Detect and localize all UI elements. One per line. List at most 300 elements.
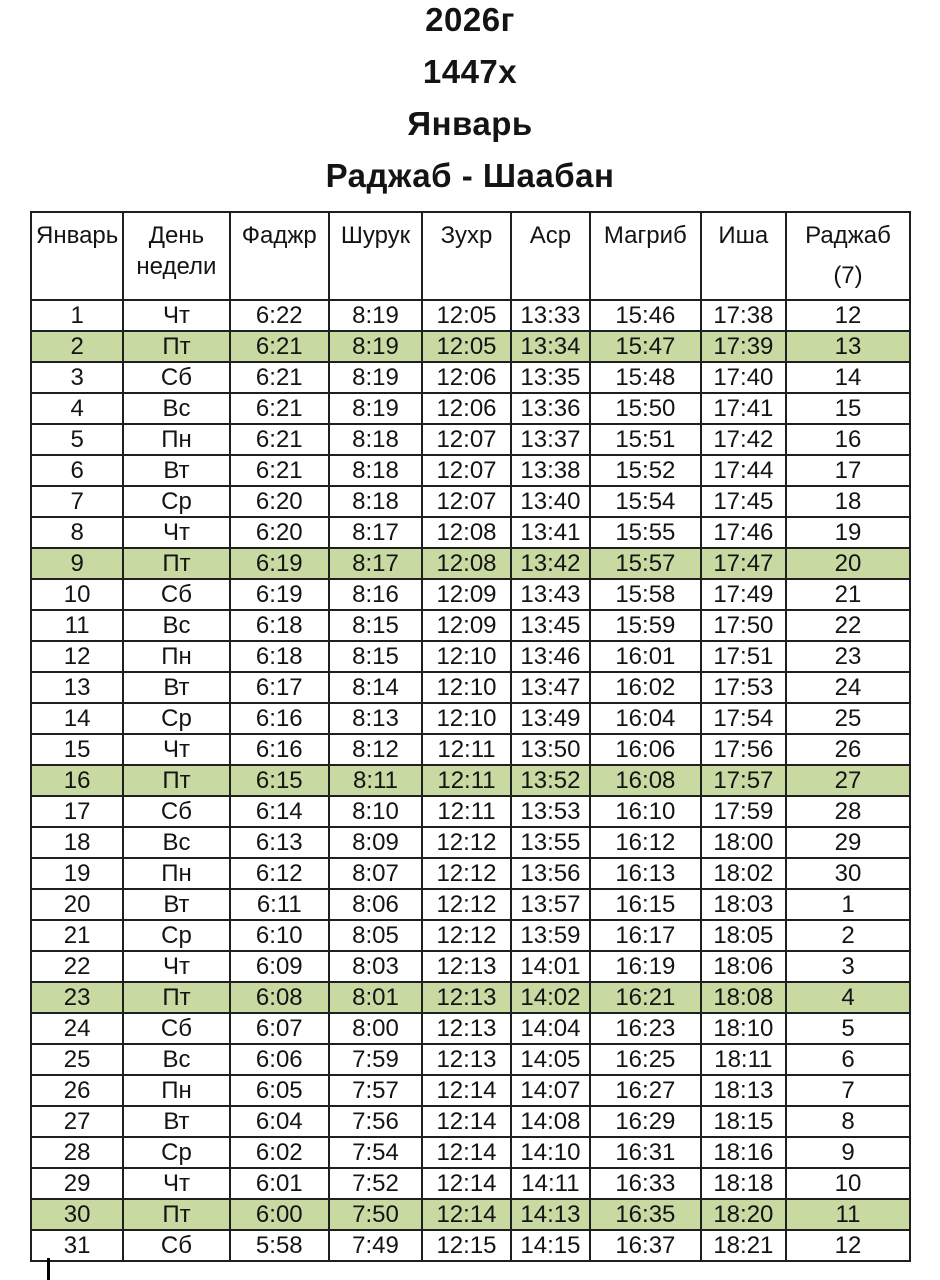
cell-shuruk: 8:17: [329, 548, 422, 579]
column-header-line: Зухр: [440, 222, 493, 249]
cell-rajab: 2: [786, 920, 910, 951]
table-row: [31, 858, 910, 889]
table-row: [31, 1168, 910, 1199]
cell-weekday: Чт: [123, 951, 229, 982]
cell-rajab: 5: [786, 1013, 910, 1044]
cell-isha: 17:38: [701, 300, 786, 331]
cell-zuhr: 12:07: [422, 455, 511, 486]
table-row-friday: [31, 331, 910, 362]
cell-january: 11: [31, 610, 123, 641]
cell-asr: 14:11: [511, 1168, 590, 1199]
cell-january: 13: [31, 672, 123, 703]
cell-weekday: Вс: [123, 610, 229, 641]
column-header-line: Фаджр: [241, 222, 317, 249]
cell-shuruk: 8:18: [329, 455, 422, 486]
table-row: [31, 517, 910, 548]
cell-asr: 13:41: [511, 517, 590, 548]
column-header-fajr: [230, 212, 329, 300]
table-row-friday: [31, 982, 910, 1013]
cell-fajr: 6:05: [230, 1075, 329, 1106]
cell-rajab: 7: [786, 1075, 910, 1106]
cell-maghrib: 16:37: [590, 1230, 701, 1261]
cell-shuruk: 7:52: [329, 1168, 422, 1199]
cell-zuhr: 12:14: [422, 1106, 511, 1137]
cell-weekday: Пн: [123, 858, 229, 889]
cell-isha: 17:57: [701, 765, 786, 796]
column-header-line: недели: [136, 253, 217, 280]
cell-shuruk: 7:57: [329, 1075, 422, 1106]
table-body: [31, 300, 910, 1261]
cell-fajr: 6:08: [230, 982, 329, 1013]
cell-maghrib: 16:02: [590, 672, 701, 703]
column-header-line: Аср: [529, 222, 572, 249]
cell-isha: 17:41: [701, 393, 786, 424]
cell-fajr: 6:02: [230, 1137, 329, 1168]
table-row: [31, 424, 910, 455]
cell-zuhr: 12:14: [422, 1199, 511, 1230]
cell-asr: 13:43: [511, 579, 590, 610]
table-row: [31, 703, 910, 734]
cell-isha: 17:50: [701, 610, 786, 641]
cell-asr: 13:49: [511, 703, 590, 734]
cell-fajr: 6:01: [230, 1168, 329, 1199]
cell-weekday: Ср: [123, 920, 229, 951]
cell-zuhr: 12:12: [422, 920, 511, 951]
cell-rajab: 4: [786, 982, 910, 1013]
cell-maghrib: 16:19: [590, 951, 701, 982]
cell-weekday: Пн: [123, 1075, 229, 1106]
cell-isha: 18:15: [701, 1106, 786, 1137]
cell-isha: 18:02: [701, 858, 786, 889]
cell-asr: 14:07: [511, 1075, 590, 1106]
cell-fajr: 6:21: [230, 331, 329, 362]
cell-maghrib: 15:55: [590, 517, 701, 548]
cell-zuhr: 12:13: [422, 982, 511, 1013]
cell-asr: 13:34: [511, 331, 590, 362]
column-header-line: День: [148, 222, 205, 249]
cell-january: 6: [31, 455, 123, 486]
cell-weekday: Вс: [123, 1044, 229, 1075]
cell-shuruk: 8:07: [329, 858, 422, 889]
cell-weekday: Сб: [123, 579, 229, 610]
cell-fajr: 5:58: [230, 1230, 329, 1261]
cell-weekday: Пн: [123, 424, 229, 455]
cell-rajab: 11: [786, 1199, 910, 1230]
cell-zuhr: 12:11: [422, 765, 511, 796]
table-row-friday: [31, 765, 910, 796]
column-header-isha: [701, 212, 786, 300]
cell-asr: 13:50: [511, 734, 590, 765]
cell-maghrib: 15:57: [590, 548, 701, 579]
scan-artifact-mark: [47, 1258, 50, 1280]
cell-rajab: 28: [786, 796, 910, 827]
cell-fajr: 6:12: [230, 858, 329, 889]
cell-zuhr: 12:14: [422, 1137, 511, 1168]
cell-asr: 13:42: [511, 548, 590, 579]
cell-maghrib: 16:17: [590, 920, 701, 951]
cell-asr: 13:56: [511, 858, 590, 889]
cell-isha: 17:59: [701, 796, 786, 827]
table-row: [31, 672, 910, 703]
cell-weekday: Сб: [123, 1230, 229, 1261]
cell-zuhr: 12:06: [422, 393, 511, 424]
cell-maghrib: 16:12: [590, 827, 701, 858]
cell-january: 18: [31, 827, 123, 858]
cell-asr: 14:02: [511, 982, 590, 1013]
cell-shuruk: 8:15: [329, 610, 422, 641]
cell-isha: 18:03: [701, 889, 786, 920]
cell-zuhr: 12:08: [422, 517, 511, 548]
cell-rajab: 14: [786, 362, 910, 393]
cell-rajab: 6: [786, 1044, 910, 1075]
cell-asr: 13:53: [511, 796, 590, 827]
cell-shuruk: 8:09: [329, 827, 422, 858]
cell-maghrib: 16:27: [590, 1075, 701, 1106]
cell-fajr: 6:16: [230, 703, 329, 734]
cell-asr: 13:47: [511, 672, 590, 703]
cell-asr: 13:38: [511, 455, 590, 486]
cell-zuhr: 12:06: [422, 362, 511, 393]
cell-shuruk: 8:12: [329, 734, 422, 765]
cell-shuruk: 8:14: [329, 672, 422, 703]
cell-fajr: 6:00: [230, 1199, 329, 1230]
table-row: [31, 734, 910, 765]
cell-isha: 18:06: [701, 951, 786, 982]
cell-isha: 18:16: [701, 1137, 786, 1168]
cell-shuruk: 8:19: [329, 300, 422, 331]
cell-zuhr: 12:08: [422, 548, 511, 579]
cell-shuruk: 7:50: [329, 1199, 422, 1230]
cell-isha: 17:53: [701, 672, 786, 703]
cell-weekday: Чт: [123, 300, 229, 331]
cell-shuruk: 7:54: [329, 1137, 422, 1168]
cell-fajr: 6:10: [230, 920, 329, 951]
cell-isha: 18:21: [701, 1230, 786, 1261]
cell-zuhr: 12:14: [422, 1075, 511, 1106]
cell-fajr: 6:11: [230, 889, 329, 920]
cell-january: 1: [31, 300, 123, 331]
cell-isha: 18:13: [701, 1075, 786, 1106]
cell-weekday: Ср: [123, 486, 229, 517]
cell-rajab: 27: [786, 765, 910, 796]
column-header-line: Иша: [718, 222, 769, 249]
cell-fajr: 6:09: [230, 951, 329, 982]
cell-maghrib: 16:01: [590, 641, 701, 672]
cell-january: 7: [31, 486, 123, 517]
month-title: Январь: [407, 105, 533, 142]
cell-january: 4: [31, 393, 123, 424]
cell-january: 19: [31, 858, 123, 889]
cell-rajab: 17: [786, 455, 910, 486]
cell-weekday: Вт: [123, 455, 229, 486]
cell-asr: 13:52: [511, 765, 590, 796]
cell-shuruk: 8:18: [329, 486, 422, 517]
cell-zuhr: 12:10: [422, 672, 511, 703]
cell-shuruk: 8:03: [329, 951, 422, 982]
column-header-shuruk: [329, 212, 422, 300]
cell-january: 2: [31, 331, 123, 362]
cell-rajab: 19: [786, 517, 910, 548]
cell-weekday: Пт: [123, 765, 229, 796]
cell-rajab: 12: [786, 300, 910, 331]
cell-maghrib: 16:08: [590, 765, 701, 796]
cell-maghrib: 16:33: [590, 1168, 701, 1199]
table-row: [31, 1044, 910, 1075]
cell-rajab: 25: [786, 703, 910, 734]
table-row: [31, 579, 910, 610]
cell-fajr: 6:20: [230, 486, 329, 517]
cell-shuruk: 8:19: [329, 393, 422, 424]
cell-shuruk: 8:11: [329, 765, 422, 796]
cell-january: 27: [31, 1106, 123, 1137]
cell-weekday: Чт: [123, 517, 229, 548]
cell-january: 21: [31, 920, 123, 951]
cell-isha: 18:11: [701, 1044, 786, 1075]
cell-weekday: Вт: [123, 672, 229, 703]
cell-january: 29: [31, 1168, 123, 1199]
cell-maghrib: 16:31: [590, 1137, 701, 1168]
cell-asr: 13:35: [511, 362, 590, 393]
cell-shuruk: 8:16: [329, 579, 422, 610]
cell-isha: 17:47: [701, 548, 786, 579]
cell-asr: 14:08: [511, 1106, 590, 1137]
table-row-friday: [31, 1199, 910, 1230]
cell-zuhr: 12:12: [422, 889, 511, 920]
table-row: [31, 827, 910, 858]
table-row: [31, 1075, 910, 1106]
cell-zuhr: 12:14: [422, 1168, 511, 1199]
cell-zuhr: 12:05: [422, 300, 511, 331]
column-header-january: [31, 212, 123, 300]
cell-zuhr: 12:05: [422, 331, 511, 362]
table-row: [31, 796, 910, 827]
cell-isha: 17:44: [701, 455, 786, 486]
cell-isha: 18:20: [701, 1199, 786, 1230]
cell-january: 28: [31, 1137, 123, 1168]
cell-maghrib: 15:47: [590, 331, 701, 362]
cell-fajr: 6:07: [230, 1013, 329, 1044]
cell-weekday: Чт: [123, 1168, 229, 1199]
cell-january: 25: [31, 1044, 123, 1075]
cell-shuruk: 8:18: [329, 424, 422, 455]
table-row: [31, 393, 910, 424]
cell-fajr: 6:04: [230, 1106, 329, 1137]
table-row: [31, 641, 910, 672]
cell-weekday: Вс: [123, 827, 229, 858]
cell-isha: 17:42: [701, 424, 786, 455]
cell-fajr: 6:18: [230, 610, 329, 641]
cell-maghrib: 16:10: [590, 796, 701, 827]
cell-rajab: 15: [786, 393, 910, 424]
cell-maghrib: 16:15: [590, 889, 701, 920]
cell-shuruk: 8:13: [329, 703, 422, 734]
cell-asr: 13:40: [511, 486, 590, 517]
cell-maghrib: 15:48: [590, 362, 701, 393]
table-row: [31, 1013, 910, 1044]
table-row: [31, 1230, 910, 1261]
cell-january: 26: [31, 1075, 123, 1106]
cell-fajr: 6:16: [230, 734, 329, 765]
cell-weekday: Пт: [123, 1199, 229, 1230]
cell-maghrib: 15:58: [590, 579, 701, 610]
column-header-zuhr: [422, 212, 511, 300]
cell-asr: 14:10: [511, 1137, 590, 1168]
cell-shuruk: 8:06: [329, 889, 422, 920]
cell-shuruk: 7:59: [329, 1044, 422, 1075]
cell-asr: 13:46: [511, 641, 590, 672]
table-row: [31, 610, 910, 641]
table-row: [31, 1137, 910, 1168]
title-block: [0, 0, 940, 192]
cell-isha: 18:18: [701, 1168, 786, 1199]
cell-rajab: 24: [786, 672, 910, 703]
cell-rajab: 3: [786, 951, 910, 982]
cell-isha: 18:08: [701, 982, 786, 1013]
cell-fajr: 6:22: [230, 300, 329, 331]
cell-fajr: 6:19: [230, 548, 329, 579]
cell-rajab: 13: [786, 331, 910, 362]
cell-asr: 13:33: [511, 300, 590, 331]
cell-rajab: 9: [786, 1137, 910, 1168]
cell-zuhr: 12:13: [422, 951, 511, 982]
cell-maghrib: 15:46: [590, 300, 701, 331]
cell-january: 10: [31, 579, 123, 610]
cell-asr: 14:01: [511, 951, 590, 982]
cell-weekday: Пт: [123, 982, 229, 1013]
cell-january: 8: [31, 517, 123, 548]
cell-asr: 14:05: [511, 1044, 590, 1075]
cell-weekday: Пн: [123, 641, 229, 672]
cell-zuhr: 12:12: [422, 858, 511, 889]
cell-asr: 13:55: [511, 827, 590, 858]
cell-rajab: 29: [786, 827, 910, 858]
cell-maghrib: 16:21: [590, 982, 701, 1013]
cell-fajr: 6:21: [230, 424, 329, 455]
cell-fajr: 6:17: [230, 672, 329, 703]
cell-weekday: Вс: [123, 393, 229, 424]
cell-isha: 18:00: [701, 827, 786, 858]
cell-rajab: 30: [786, 858, 910, 889]
cell-rajab: 16: [786, 424, 910, 455]
cell-shuruk: 8:17: [329, 517, 422, 548]
cell-weekday: Сб: [123, 796, 229, 827]
cell-zuhr: 12:13: [422, 1013, 511, 1044]
cell-shuruk: 8:19: [329, 362, 422, 393]
header-row: [31, 212, 910, 300]
cell-maghrib: 16:35: [590, 1199, 701, 1230]
column-header-line: (7): [833, 262, 863, 289]
cell-isha: 17:39: [701, 331, 786, 362]
cell-maghrib: 16:29: [590, 1106, 701, 1137]
table-row: [31, 300, 910, 331]
cell-shuruk: 8:10: [329, 796, 422, 827]
cell-weekday: Ср: [123, 1137, 229, 1168]
cell-shuruk: 8:15: [329, 641, 422, 672]
cell-january: 22: [31, 951, 123, 982]
cell-january: 23: [31, 982, 123, 1013]
cell-maghrib: 16:13: [590, 858, 701, 889]
cell-january: 3: [31, 362, 123, 393]
cell-zuhr: 12:10: [422, 703, 511, 734]
cell-maghrib: 16:04: [590, 703, 701, 734]
cell-weekday: Вт: [123, 1106, 229, 1137]
cell-shuruk: 7:49: [329, 1230, 422, 1261]
cell-weekday: Чт: [123, 734, 229, 765]
hijri-year-title: 1447х: [422, 53, 518, 90]
cell-isha: 17:46: [701, 517, 786, 548]
cell-rajab: 23: [786, 641, 910, 672]
cell-isha: 17:54: [701, 703, 786, 734]
cell-january: 14: [31, 703, 123, 734]
cell-asr: 14:13: [511, 1199, 590, 1230]
cell-rajab: 8: [786, 1106, 910, 1137]
column-header-maghrib: [590, 212, 701, 300]
table-row: [31, 486, 910, 517]
cell-maghrib: 15:52: [590, 455, 701, 486]
cell-shuruk: 8:00: [329, 1013, 422, 1044]
cell-maghrib: 16:23: [590, 1013, 701, 1044]
cell-january: 24: [31, 1013, 123, 1044]
cell-january: 31: [31, 1230, 123, 1261]
prayer-times-table: [30, 211, 911, 1262]
cell-weekday: Пт: [123, 331, 229, 362]
cell-january: 15: [31, 734, 123, 765]
cell-zuhr: 12:13: [422, 1044, 511, 1075]
cell-asr: 13:57: [511, 889, 590, 920]
cell-fajr: 6:06: [230, 1044, 329, 1075]
cell-rajab: 12: [786, 1230, 910, 1261]
cell-isha: 17:45: [701, 486, 786, 517]
column-header-line: Раджаб: [805, 222, 891, 249]
cell-asr: 13:36: [511, 393, 590, 424]
cell-asr: 13:45: [511, 610, 590, 641]
cell-rajab: 18: [786, 486, 910, 517]
cell-weekday: Сб: [123, 362, 229, 393]
cell-fajr: 6:18: [230, 641, 329, 672]
column-header-weekday: [123, 212, 229, 300]
cell-fajr: 6:14: [230, 796, 329, 827]
table-row-friday: [31, 548, 910, 579]
cell-rajab: 1: [786, 889, 910, 920]
hijri-months-title: Раджаб - Шаабан: [325, 157, 615, 194]
cell-weekday: Ср: [123, 703, 229, 734]
column-header-asr: [511, 212, 590, 300]
cell-fajr: 6:21: [230, 362, 329, 393]
table-row: [31, 362, 910, 393]
cell-zuhr: 12:11: [422, 796, 511, 827]
cell-january: 12: [31, 641, 123, 672]
cell-january: 5: [31, 424, 123, 455]
table-row: [31, 951, 910, 982]
cell-zuhr: 12:09: [422, 579, 511, 610]
cell-asr: 14:15: [511, 1230, 590, 1261]
cell-asr: 14:04: [511, 1013, 590, 1044]
cell-rajab: 10: [786, 1168, 910, 1199]
cell-maghrib: 16:06: [590, 734, 701, 765]
cell-asr: 13:59: [511, 920, 590, 951]
cell-zuhr: 12:10: [422, 641, 511, 672]
gregorian-year-title: 2026г: [425, 1, 515, 38]
cell-zuhr: 12:07: [422, 486, 511, 517]
column-header-line: Магриб: [603, 222, 687, 249]
cell-maghrib: 15:51: [590, 424, 701, 455]
cell-fajr: 6:21: [230, 393, 329, 424]
column-header-rajab: [786, 212, 910, 300]
cell-january: 9: [31, 548, 123, 579]
table-row: [31, 920, 910, 951]
cell-zuhr: 12:12: [422, 827, 511, 858]
cell-zuhr: 12:07: [422, 424, 511, 455]
